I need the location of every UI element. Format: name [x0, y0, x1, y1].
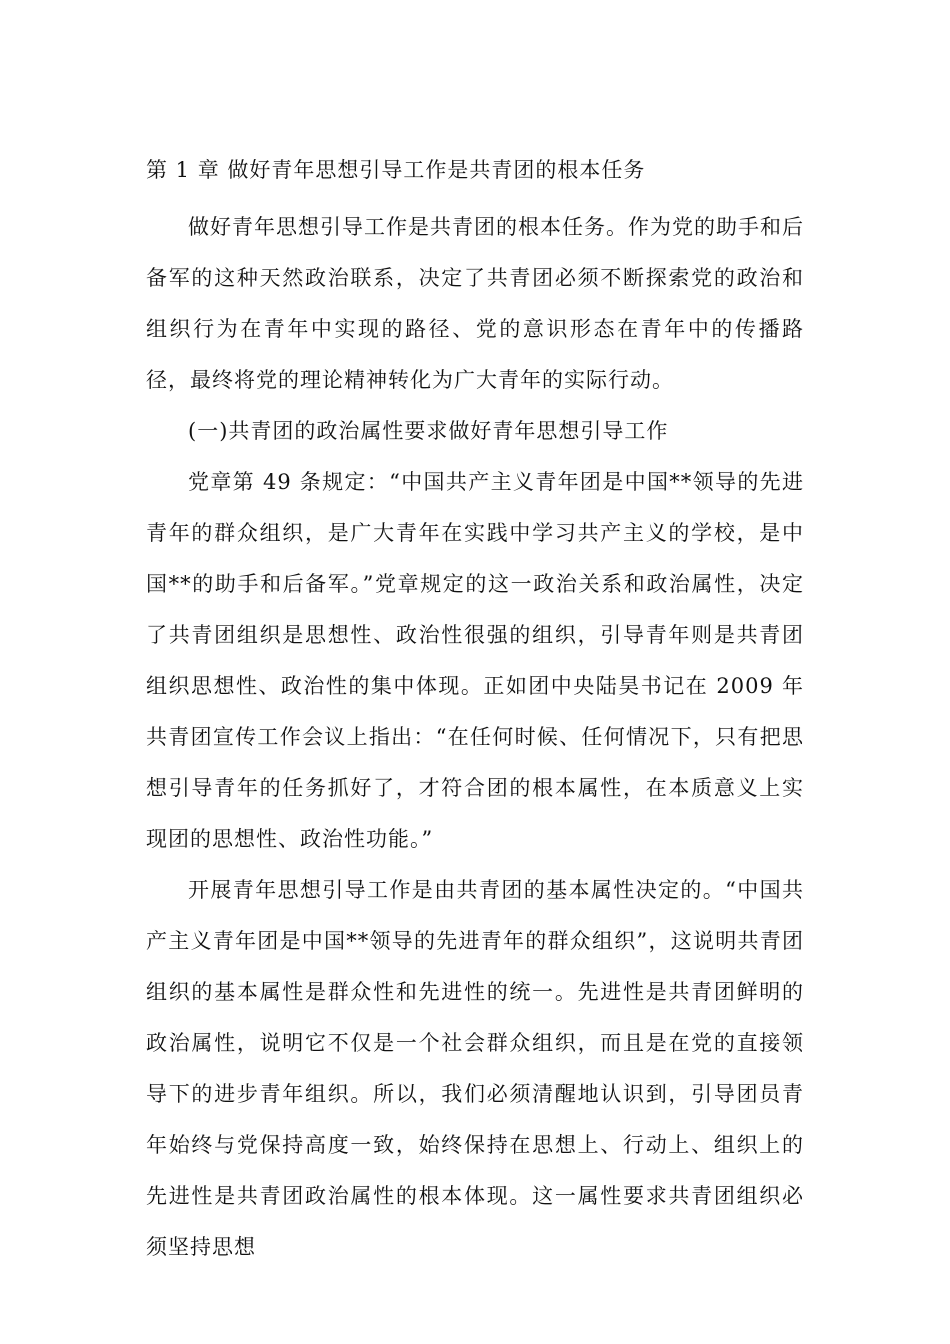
- document-body: [146, 150, 804, 1273]
- chapter-title: 第 1 章 做好青年思想引导工作是共青团的根本任务: [146, 158, 646, 182]
- paragraph-party-charter: 党章第 49 条规定：“中国共产主义青年团是中国**领导的先进青年的群众组织，是广大青年在实践中学习共产主义的学校，是中国**的助手和后备军。”党章规定的这一政治关系和政治属性，决定了共青团组织是思想性、政治性很强的组织，引导青年则是共青团组织思想性、政治性的集中体现。正如团中央陆昊书记在 2009 年共青团宣传工作会议上指出：“在任何时候、任何情况下，只有把思想引导青年的任务抓好了，才符合团的根本属性，在本质意义上实现团的思想性、政治性功能。”: [146, 470, 804, 851]
- paragraph-basic-attribute: 开展青年思想引导工作是由共青团的基本属性决定的。“中国共产主义青年团是中国**领导的先进青年的群众组织”，这说明共青团组织的基本属性是群众性和先进性的统一。先进性是共青团鲜明的政治属性，说明它不仅是一个社会群众组织，而且是在党的直接领导下的进步青年组织。所以，我们必须清醒地认识到，引导团员青年始终与党保持高度一致，始终保持在思想上、行动上、组织上的先进性是共青团政治属性的根本体现。这一属性要求共青团组织必须坚持思想: [146, 878, 804, 1259]
- section-title: (一)共青团的政治属性要求做好青年思想引导工作: [188, 419, 669, 443]
- paragraph-intro: 做好青年思想引导工作是共青团的根本任务。作为党的助手和后备军的这种天然政治联系，决定了共青团必须不断探索党的政治和组织行为在青年中实现的路径、党的意识形态在青年中的传播路径，最终将党的理论精神转化为广大青年的实际行动。: [146, 215, 804, 392]
